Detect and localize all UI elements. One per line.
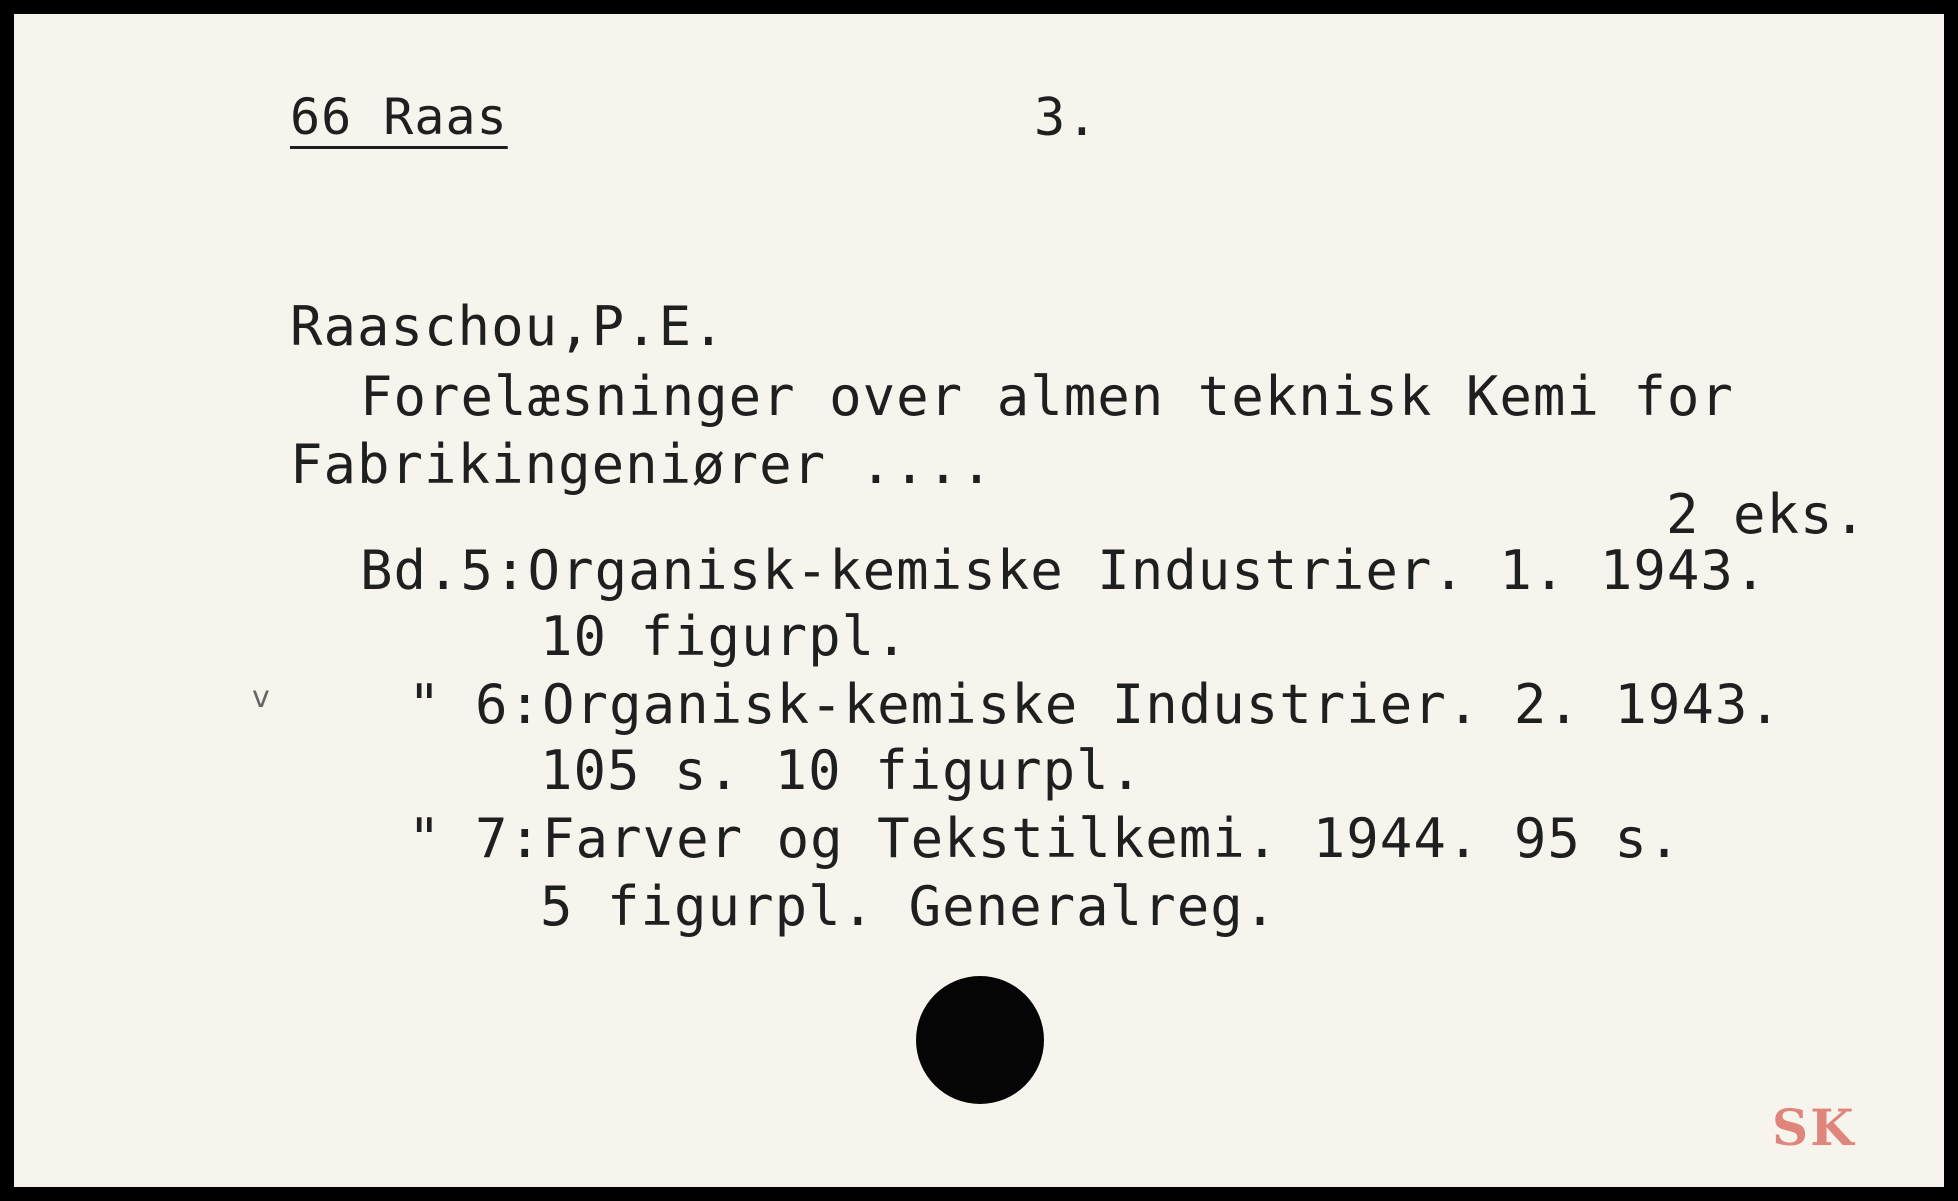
copies-count: 2 eks. bbox=[1666, 483, 1868, 546]
volume-5-entry: Bd.5:Organisk-kemiske Industrier. 1. 1943. bbox=[360, 539, 1768, 602]
library-stamp: SK bbox=[1772, 1098, 1856, 1157]
call-number: 66 Raas bbox=[290, 88, 508, 146]
punch-hole bbox=[916, 976, 1044, 1104]
volume-6-entry: " 6:Organisk-kemiske Industrier. 2. 1943. bbox=[408, 673, 1782, 736]
card-sequence-number: 3. bbox=[1034, 88, 1099, 148]
volume-7-details: 5 figurpl. Generalreg. bbox=[540, 875, 1278, 938]
volume-5-details: 10 figurpl. bbox=[540, 605, 909, 668]
catalog-card bbox=[14, 14, 1944, 1187]
check-mark: v bbox=[252, 680, 270, 715]
author: Raaschou,P.E. bbox=[290, 295, 726, 358]
title-line-1: Forelæsninger over almen teknisk Kemi for bbox=[360, 365, 1734, 428]
volume-6-details: 105 s. 10 figurpl. bbox=[540, 739, 1144, 802]
volume-7-entry: " 7:Farver og Tekstilkemi. 1944. 95 s. bbox=[408, 807, 1682, 870]
title-line-2: Fabrikingeniører .... bbox=[290, 433, 994, 496]
